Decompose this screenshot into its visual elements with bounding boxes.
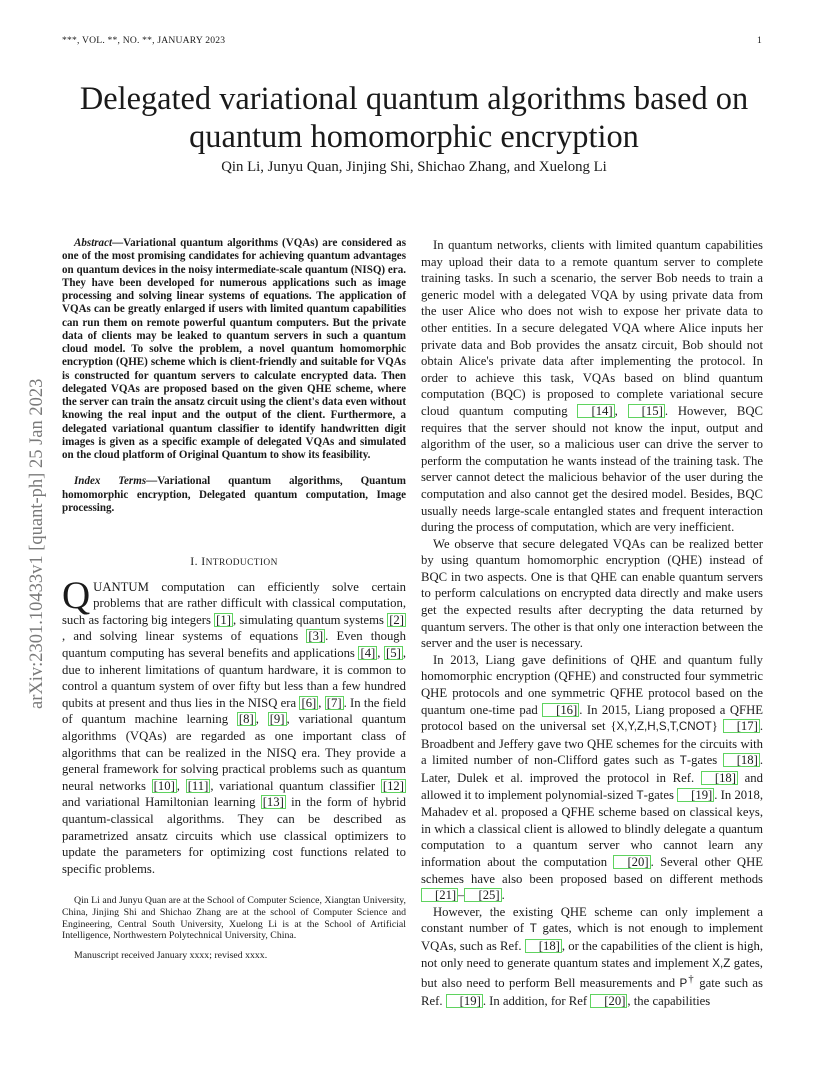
text-run: ,	[255, 712, 268, 727]
text-run: ,	[318, 695, 325, 710]
text-run: , or the capabilities of the client is high, not only need to generate quantum states and implement	[421, 938, 763, 970]
text-run: . Broadbent and Jeffery gave two QHE schemes for the circuits with a limited number of non-Clifford gates such as	[421, 719, 764, 768]
text-run: gate such as Ref.	[421, 976, 763, 1008]
text-run: . Several other QHE schemes have also been proposed based on different methods	[421, 854, 763, 886]
text-run: . In the field of quantum machine learning	[62, 695, 406, 727]
citation-link[interactable]: [18]	[525, 939, 562, 953]
gate-symbol: P	[679, 977, 688, 991]
dagger-superscript: †	[687, 974, 695, 986]
citation-link[interactable]: [4]	[360, 645, 376, 660]
page-number: 1	[757, 35, 762, 46]
text-run: ,	[377, 645, 385, 660]
gate-symbol: X,Z	[712, 956, 731, 970]
citation-link[interactable]: [14]	[577, 404, 614, 418]
section-title-rest: NTRODUCTION	[205, 558, 278, 568]
section-number: I.	[190, 554, 198, 568]
citation-link[interactable]: [13]	[262, 795, 284, 810]
text-run: . In 2015, Liang proposed a QFHE protocol based on the universal set {	[421, 702, 763, 734]
citation-link[interactable]: [11]	[187, 778, 209, 793]
text-run: , the capabilities	[627, 993, 711, 1008]
right-paragraph-1	[421, 237, 763, 536]
running-header: ***, VOL. **, NO. **, JANUARY 2023	[62, 35, 226, 46]
citation-link[interactable]: [20]	[590, 994, 627, 1008]
text-run: . In addition, for Ref	[482, 993, 591, 1008]
text-run: ,	[614, 403, 628, 418]
text-run: , variational quantum algorithms (VQAs) are regarded as one important class of algorithms that can be realized in the NISQ era. They provide a general framework for solving practical problems such as quantum neural networks	[62, 712, 407, 793]
text-run: .	[501, 888, 505, 903]
index-terms	[62, 475, 406, 515]
text-run: , and solving linear systems of equations	[62, 629, 307, 644]
text-run: . In 2018, Mahadev et al. proposed a QFHE scheme based on classical keys, in which a classical client is allowed to blindly delegate a quantum computation to a quantum server who cannot learn any information about the computation	[421, 787, 763, 869]
text-run: In quantum networks, clients with limited quantum capabilities may upload their data to a remote quantum server to complete training tasks. In such a scenario, the server Bob needs to train a generic model with a delegated VQA by using private data from the user Alice who does not wish to expose her private data to other entities. In a secure delegated VQA where Alice inputs her private data and Bob provides the ansatz circuit, Bob should not obtain Alice's private data after implementing the protocol. In order to achieve this task, VQAs based on blind quantum computation (BQC) is proposed to complete variational secure cloud quantum computing	[421, 238, 763, 418]
citation-link[interactable]: [20]	[613, 855, 650, 869]
text-run: UANTUM computation can efficiently solve certain problems that are rather difficult with classical computation, such as factoring big integers	[62, 579, 406, 627]
gate-symbol: T	[529, 922, 537, 936]
citation-link[interactable]: [21]	[421, 888, 458, 902]
index-terms-label: Index Terms	[74, 475, 147, 488]
citation-link[interactable]: [16]	[542, 703, 579, 717]
text-run: However, the existing QHE scheme can only implement a constant number of	[421, 904, 763, 936]
text-run: In 2013, Liang gave definitions of QHE and quantum fully homomorphic encryption (QFHE) and constructed four symmetric QHE protocols and one symmetric QFHE protocol based on the quantum one-time pad	[421, 652, 763, 717]
citation-link[interactable]: [9]	[269, 712, 285, 727]
text-run: ,	[176, 778, 186, 793]
citation-link[interactable]: [17]	[723, 719, 760, 733]
text-run: gates, but also need to perform Bell measurements and	[421, 955, 763, 991]
manuscript-footnote: Manuscript received January xxxx; revised xxxx.	[74, 950, 268, 962]
left-column	[62, 237, 406, 962]
citation-link[interactable]: [18]	[701, 771, 738, 785]
abstract	[62, 237, 406, 462]
text-run: , due to inherent limitations of quantum hardware, it is common to control a quantum system of over fifty but less than a few hundred qubits at present and thus lies in the NISQ era	[62, 645, 407, 710]
citation-link[interactable]: [18]	[723, 753, 760, 767]
citation-link[interactable]: [10]	[153, 778, 175, 793]
gate-symbol: T	[679, 754, 687, 768]
gate-symbol: T	[636, 788, 644, 802]
citation-link[interactable]: [15]	[628, 404, 665, 418]
abstract-text: —Variational quantum algorithms (VQAs) are considered as one of the most promising candidates for achieving quantum advantages on quantum devices in the noisy intermediate-scale quantum (NISQ) era. They have been developed for numerous applications such as image processing and solving linear systems of equations. The application of VQAs can be greatly enlarged if users with limited quantum capabilities can run them on remote powerful quantum computers. But the private data of clients may be leaked to quantum servers in such a quantum cloud model. To solve the problem, a novel quantum homomorphic encryption (QHE) scheme which is client-friendly and suitable for VQAs is constructed for quantum servers to calculate encrypted data. Then delegated VQAs are proposed based on the given QHE scheme, where the server can train the ansatz circuit using the client's data even without knowing the real input and the output of the client. Furthermore, a delegated variational quantum classifier to identify handwritten digit images is given as a specific example of delegated VQAs and simulated on the cloud platform of Original Quantum to show its feasibility.	[62, 237, 406, 461]
right-paragraph-4	[421, 904, 763, 1010]
citation-link[interactable]: [7]	[326, 695, 342, 710]
citation-link[interactable]: [2]	[389, 612, 404, 627]
text-run: , simulating quantum systems	[232, 612, 388, 627]
intro-paragraph-1	[62, 573, 407, 878]
text-run: in the form of hybrid quantum-classical algorithms. They can be described as parametrized ansatz circuits which use classical optimizers to update the parameters for optimizing cost functions related to specific problems.	[62, 795, 406, 876]
citation-link[interactable]: [19]	[677, 788, 714, 802]
text-run: –	[458, 888, 465, 903]
text-run: and variational Hamiltonian learning	[62, 795, 261, 810]
text-run: . Even though quantum computing has several benefits and applications	[62, 629, 406, 660]
citation-link[interactable]: [19]	[446, 994, 483, 1008]
author-list: Qin Li, Junyu Quan, Jinjing Shi, Shichao Zhang, and Xuelong Li	[221, 159, 607, 175]
text-run: . Later, Dulek et al. improved the protocol in Ref.	[421, 753, 763, 785]
drop-cap: Q	[62, 573, 91, 617]
citation-link[interactable]: [8]	[238, 712, 254, 727]
footnotes	[62, 895, 406, 962]
citation-link[interactable]: [12]	[382, 778, 404, 793]
text-run: }	[711, 719, 723, 734]
text-run: . However, BQC requires that the server should not know the input, output and algorithm of the user, so a malicious user can drive the server to perform the computation he wants instead of the training task. The server cannot detect the malicious behavior of the user during the computation and also cannot get the desired model. Besides, BQC usually needs large-scale entangled states and frequent interaction during the process of computation, which are very inefficient.	[421, 403, 763, 535]
text-run: gates, which is not enough to implement VQAs, such as Ref.	[421, 921, 764, 953]
text-run: and allowed it to implement polynomial-sized	[421, 771, 763, 802]
citation-link[interactable]: [5]	[386, 645, 401, 660]
citation-link[interactable]: [3]	[308, 629, 324, 644]
text-run: , variational quantum classifier	[210, 778, 381, 793]
abstract-label: Abstract	[74, 237, 113, 249]
paper-title: Delegated variational quantum algorithms based on quantum homomorphic encryption	[79, 81, 749, 155]
arxiv-stamp: arXiv:2301.10433v1 [quant-ph] 25 Jan 2023	[27, 378, 47, 709]
text-run: -gates	[643, 787, 678, 802]
right-paragraph-3	[421, 652, 763, 904]
affiliation-footnote: Qin Li and Junyu Quan are at the School of Computer Science, Xiangtan University, China, Jinjing Shi and Shichao Zhang are at the school of Computer Science and Engineering, Central South University, Xuelong Li is at the School of Artificial Intelligence, Northwestern Polytechnical University, China.	[62, 895, 406, 942]
citation-link[interactable]: [25]	[464, 888, 501, 902]
right-paragraph-2: We observe that secure delegated VQAs can be realized better by using quantum homomorphic encryption (QHE) instead of BQC in two aspects. One is that QHE can enable quantum servers to perform calculations on encrypted data directly and make users get the expected results after decrypting the data returned by quantum servers. The other is that only one interaction between the server and the user is necessary.	[421, 536, 763, 651]
index-terms-text: —Variational quantum algorithms, Quantum homomorphic encryption, Delegated quantum computation, Image processing.	[62, 475, 407, 514]
gate-set: X,Y,Z,H,S,T,CNOT	[616, 720, 712, 734]
section-title-first: I	[201, 554, 206, 568]
citation-link[interactable]: [6]	[301, 695, 317, 710]
section-heading-introduction	[62, 553, 406, 572]
right-column	[421, 237, 763, 1010]
text-run: -gates	[686, 753, 723, 768]
citation-link[interactable]: [1]	[216, 612, 231, 627]
